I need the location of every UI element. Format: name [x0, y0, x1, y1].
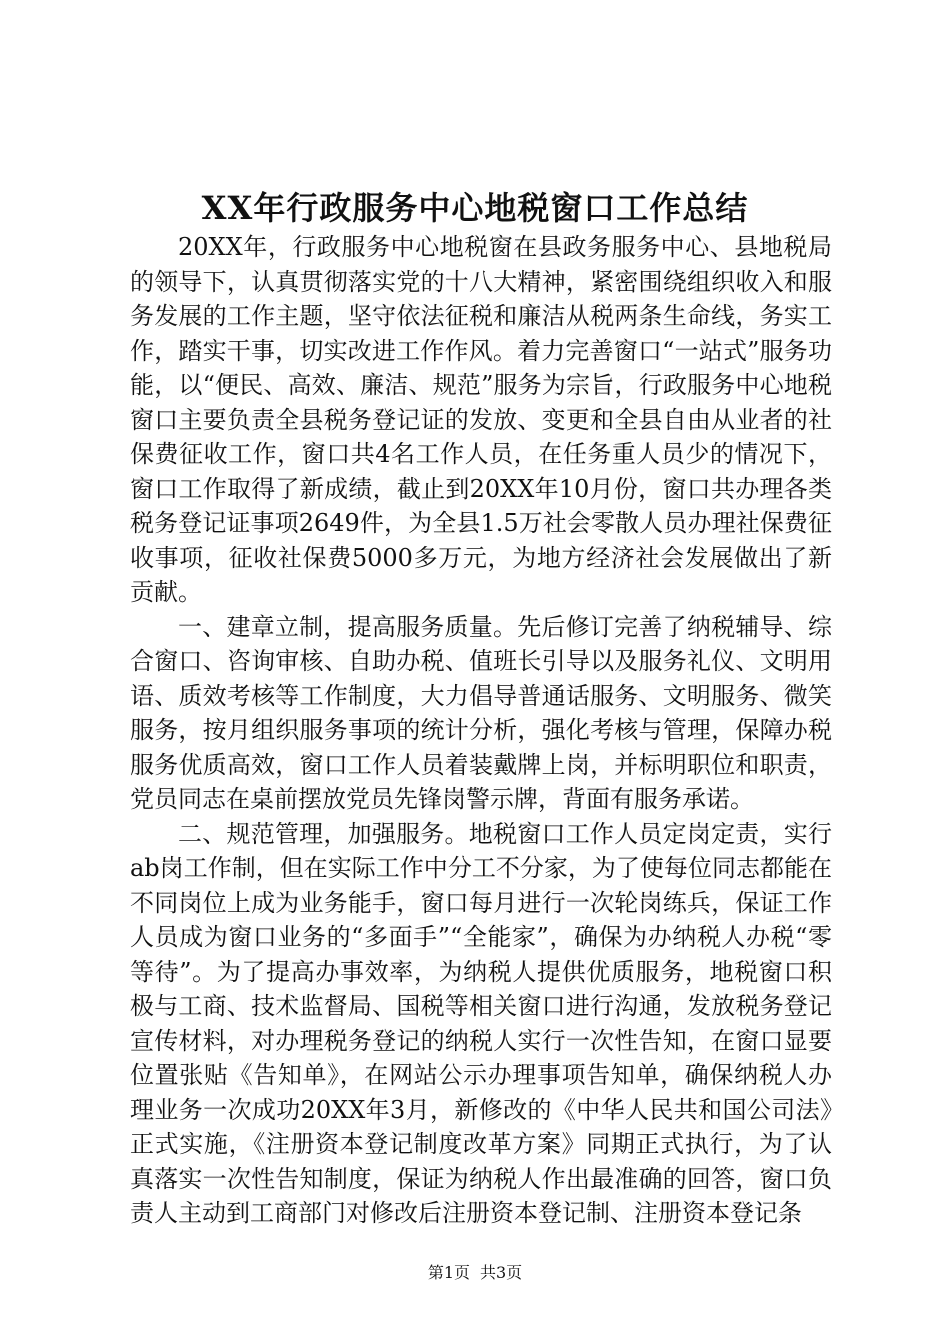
total-pages: 共3页 — [480, 1263, 523, 1282]
document-title: XX年行政服务中心地税窗口工作总结 — [201, 189, 749, 227]
paragraph-section-2: 二、规范管理，加强服务。地税窗口工作人员定岗定责，实行ab岗工作制，但在实际工作中分工不分家，为了使每位同志都能在不同岗位上成为业务能手，窗口每月进行一次轮岗练兵，保证工作人员成为窗口业务的“多面手”“全能家”，确保为办纳税人办税“零等待”。为了提高办事效率，为纳税人提供优质服务，地税窗口积极与工商、技术监督局、国税等相关窗口进行沟通，发放税务登记宣传材料，对办理税务登记的纳税人实行一次性告知，在窗口显要位置张贴《告知单》，在网站公示办理事项告知单，确保纳税人办理业务一次成功20XX年3月，新修改的《中华人民共和国公司法》正式实施，《注册资本登记制度改革方案》同期正式执行，为了认真落实一次性告知制度，保证为纳税人作出最准确的回答，窗口负责人主动到工商部门对修改后注册资本登记制、注册资本登记条 — [130, 819, 832, 1227]
document-body — [130, 230, 832, 1231]
paragraph-section-1: 一、建章立制，提高服务质量。先后修订完善了纳税辅导、综合窗口、咨询审核、自助办税、值班长引导以及服务礼仪、文明用语、质效考核等工作制度，大力倡导普通话服务、文明服务、微笑服务，按月组织服务事项的统计分析，强化考核与管理，保障办税服务优质高效，窗口工作人员着装戴牌上岗，并标明职位和职责，党员同志在桌前摆放党员先锋岗警示牌，背面有服务承诺。 — [130, 612, 832, 813]
page-number: 第1页 — [427, 1263, 470, 1282]
page-footer — [0, 1262, 950, 1284]
paragraph-intro: 20XX年，行政服务中心地税窗在县政务服务中心、县地税局的领导下，认真贯彻落实党的十八大精神，紧密围绕组织收入和服务发展的工作主题，坚守依法征税和廉洁从税两条生命线，务实工作，踏实干事，切实改进工作作风。着力完善窗口“一站式”服务功能，以“便民、高效、廉洁、规范”服务为宗旨，行政服务中心地税窗口主要负责全县税务登记证的发放、变更和全县自由从业者的社保费征收工作，窗口共4名工作人员，在任务重人员少的情况下，窗口工作取得了新成绩，截止到20XX年10月份，窗口共办理各类税务登记证事项2649件，为全县1.5万社会零散人员办理社保费征收事项，征收社保费5000多万元，为地方经济社会发展做出了新贡献。 — [130, 233, 832, 606]
